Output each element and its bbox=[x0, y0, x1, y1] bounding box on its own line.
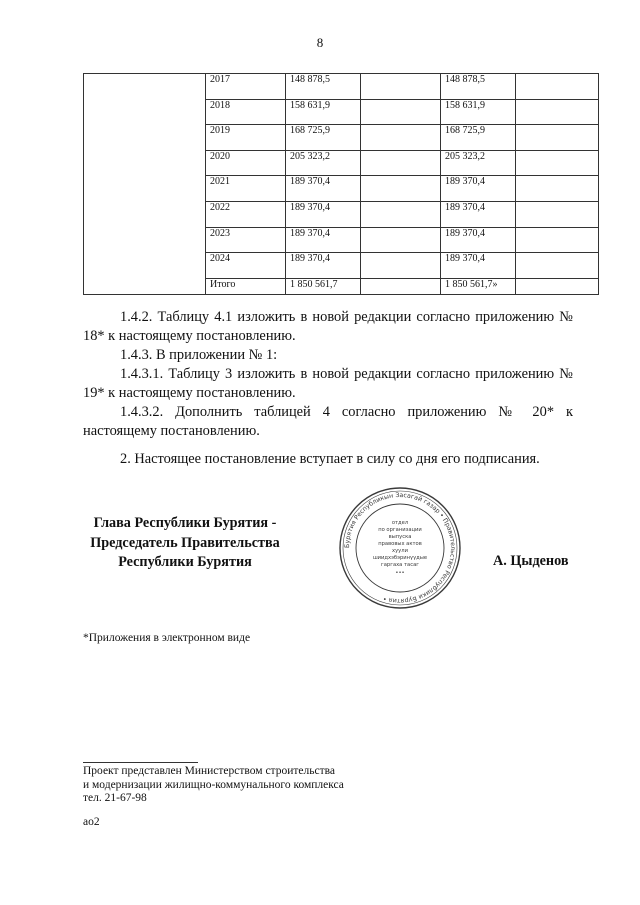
signatory-name: А. Цыденов bbox=[493, 553, 569, 569]
table-total-cell bbox=[516, 278, 599, 294]
signature-line-1: Глава Республики Бурятия - bbox=[93, 515, 277, 531]
seal-inner-line-8: ••• bbox=[395, 570, 405, 576]
table-cell-col2 bbox=[361, 150, 441, 176]
table-cell-col3: 168 725,9 bbox=[441, 125, 516, 151]
table-cell-col1: 148 878,5 bbox=[286, 74, 361, 100]
project-note bbox=[83, 765, 344, 806]
seal-outer-text: Бурятия Республикын Засагай газар • Правительство Республики Бурятия • bbox=[343, 491, 457, 605]
table-cell-col2 bbox=[361, 253, 441, 279]
table-cell-col3: 189 370,4 bbox=[441, 227, 516, 253]
finance-table-body bbox=[84, 74, 599, 295]
table-cell-col3: 158 631,9 bbox=[441, 99, 516, 125]
project-note-line-1: Проект представлен Министерством строительства bbox=[83, 765, 336, 777]
paragraph-1-4-3-2: 1.4.3.2. Дополнить таблицей 4 согласно приложению № 20* к настоящему постановлению. bbox=[83, 404, 573, 439]
table-cell-col2 bbox=[361, 176, 441, 202]
finance-table bbox=[83, 73, 599, 295]
table-cell-year: 2022 bbox=[206, 201, 286, 227]
table-cell-year: 2021 bbox=[206, 176, 286, 202]
table-cell-col1: 205 323,2 bbox=[286, 150, 361, 176]
paragraph-2: 2. Настоящее постановление вступает в силу со дня его подписания. bbox=[120, 451, 540, 467]
table-total-cell bbox=[361, 278, 441, 294]
table-cell-col1: 158 631,9 bbox=[286, 99, 361, 125]
signature-line-2: Председатель Правительства bbox=[90, 534, 280, 551]
table-cell-col1: 189 370,4 bbox=[286, 201, 361, 227]
table-cell-col1: 189 370,4 bbox=[286, 253, 361, 279]
table-cell-col2 bbox=[361, 125, 441, 151]
table-merged-label-cell bbox=[84, 74, 206, 295]
signature-line-3: Республики Бурятия bbox=[118, 554, 252, 570]
paragraph-1-4-3: 1.4.3. В приложении № 1: bbox=[120, 347, 278, 363]
table-cell-col4 bbox=[516, 176, 599, 202]
table-cell-year: 2024 bbox=[206, 253, 286, 279]
paragraph-1-4-3-1: 1.4.3.1. Таблицу 3 изложить в новой редакции согласно приложению № 19* к настоящему постановлению. bbox=[83, 366, 573, 401]
table-cell-col2 bbox=[361, 201, 441, 227]
signature-title bbox=[75, 514, 295, 573]
table-cell-col4 bbox=[516, 74, 599, 100]
footnote-attachments: *Приложения в электронном виде bbox=[83, 632, 251, 644]
table-cell-col2 bbox=[361, 74, 441, 100]
seal-inner-line-2: по организации bbox=[378, 527, 422, 533]
table-cell-year: 2023 bbox=[206, 227, 286, 253]
table-cell-col1: 189 370,4 bbox=[286, 176, 361, 202]
table-cell-col4 bbox=[516, 99, 599, 125]
table-cell-year: 2020 bbox=[206, 150, 286, 176]
seal-inner-line-5: хуули bbox=[392, 548, 408, 554]
seal-inner-line-1: отдел bbox=[391, 520, 409, 526]
table-cell-col4 bbox=[516, 150, 599, 176]
seal-inner-line-7: гаргаха тасаг bbox=[381, 562, 419, 568]
table-cell-col3: 189 370,4 bbox=[441, 176, 516, 202]
table-cell-year: 2019 bbox=[206, 125, 286, 151]
footnote-divider bbox=[83, 762, 198, 763]
table-cell-col2 bbox=[361, 99, 441, 125]
table-cell-col3: 189 370,4 bbox=[441, 253, 516, 279]
table-total-cell: 1 850 561,7» bbox=[441, 278, 516, 294]
table-cell-col2 bbox=[361, 227, 441, 253]
project-note-line-3: тел. 21-67-98 bbox=[83, 792, 147, 804]
table-cell-col3: 189 370,4 bbox=[441, 201, 516, 227]
document-code: ao2 bbox=[83, 816, 100, 828]
seal-inner-line-4: правовых актов bbox=[378, 541, 422, 547]
table-cell-col4 bbox=[516, 201, 599, 227]
table-cell-col1: 189 370,4 bbox=[286, 227, 361, 253]
seal-inner-line-6: шиидхэбэринүүдые bbox=[372, 555, 428, 561]
table-cell-col4 bbox=[516, 253, 599, 279]
official-seal-stamp bbox=[338, 486, 462, 610]
table-total-cell: 1 850 561,7 bbox=[286, 278, 361, 294]
paragraph-1-4-2: 1.4.2. Таблицу 4.1 изложить в новой редакции согласно приложению № 18* к настоящему постановлению. bbox=[83, 309, 573, 344]
table-cell-col3: 148 878,5 bbox=[441, 74, 516, 100]
table-cell-col3: 205 323,2 bbox=[441, 150, 516, 176]
table-cell-col4 bbox=[516, 125, 599, 151]
seal-inner-line-3: выпуска bbox=[388, 534, 412, 540]
table-row bbox=[84, 74, 599, 100]
project-note-line-2: и модернизации жилищно-коммунального комплекса bbox=[83, 778, 344, 791]
page-number: 8 bbox=[316, 35, 324, 50]
table-total-label: Итого bbox=[206, 278, 286, 294]
table-cell-col1: 168 725,9 bbox=[286, 125, 361, 151]
table-cell-col4 bbox=[516, 227, 599, 253]
table-cell-year: 2018 bbox=[206, 99, 286, 125]
table-cell-year: 2017 bbox=[206, 74, 286, 100]
